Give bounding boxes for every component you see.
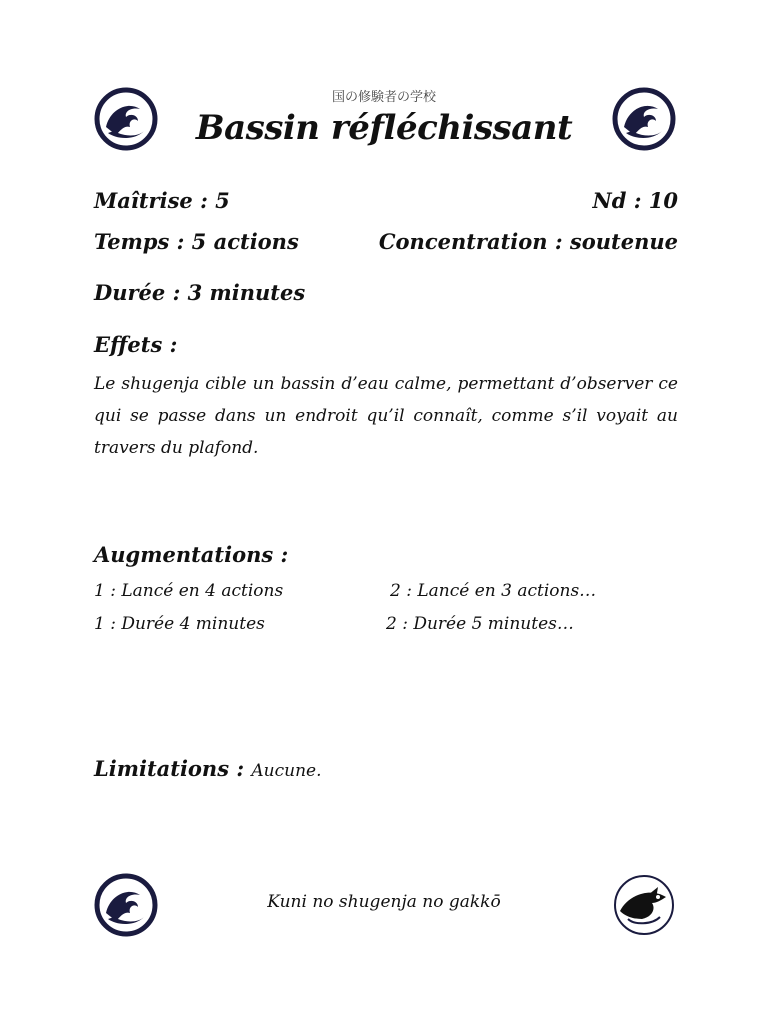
nd-value: Nd : 10	[592, 188, 678, 213]
limitations-value: Aucune.	[251, 761, 322, 781]
limitations-label: Limitations :	[94, 756, 245, 781]
duree-value: Durée : 3 minutes	[94, 280, 306, 305]
augmentation-item: 1 : Lancé en 4 actions	[94, 581, 284, 601]
augmentation-item: 2 : Lancé en 3 actions…	[390, 581, 597, 601]
augmentation-item: 2 : Durée 5 minutes…	[386, 614, 574, 634]
school-subtitle: 国の修験者の学校	[331, 90, 436, 105]
limitations-line	[94, 756, 322, 781]
temps-value: Temps : 5 actions	[94, 229, 299, 254]
augmentations-label: Augmentations :	[94, 542, 289, 567]
footer-school-name: Kuni no shugenja no gakkō	[267, 892, 501, 912]
spell-title: Bassin réfléchissant	[195, 108, 573, 148]
effects-text: Le shugenja cible un bassin d’eau calme, permettant d’observer ce qui se passe dans un endroit qu’il connaît, comme s’il voyait au travers du plafond.	[94, 374, 678, 458]
concentration-value: Concentration : soutenue	[378, 229, 678, 254]
effects-label: Effets :	[94, 332, 178, 357]
augmentation-item: 1 : Durée 4 minutes	[94, 614, 265, 634]
maitrise-value: Maîtrise : 5	[94, 188, 230, 213]
